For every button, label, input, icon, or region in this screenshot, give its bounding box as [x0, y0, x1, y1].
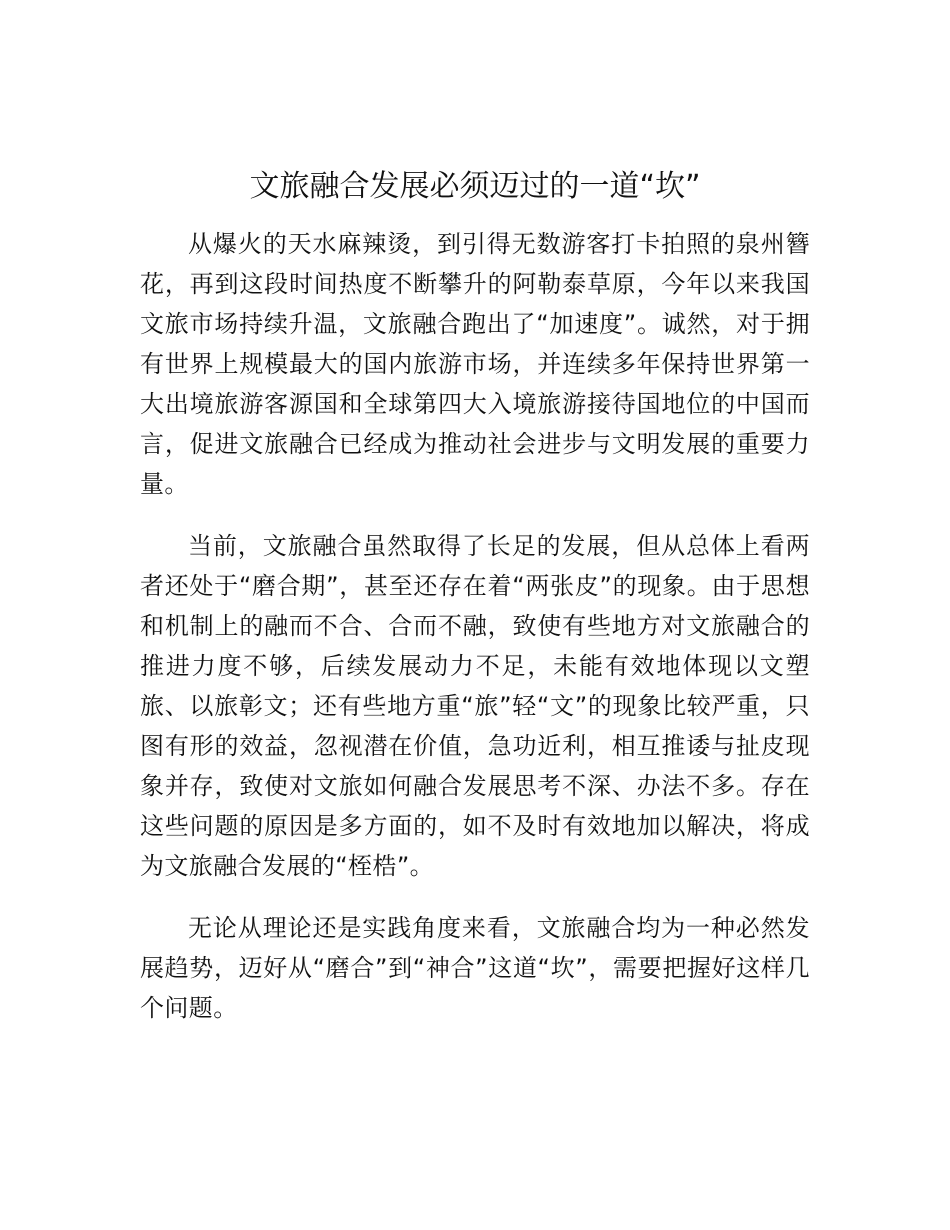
paragraph-1: 从爆火的天水麻辣烫，到引得无数游客打卡拍照的泉州簪花，再到这段时间热度不断攀升的阿勒泰草原，今年以来我国文旅市场持续升温，文旅融合跑出了“加速度”。诚然，对于拥有世界上规模最大的国内旅游市场，并连续多年保持世界第一大出境旅游客源国和全球第四大入境旅游接待国地位的中国而言，促进文旅融合已经成为推动社会进步与文明发展的重要力量。: [140, 230, 810, 498]
paragraph-3: 无论从理论还是实践角度来看，文旅融合均为一种必然发展趋势，迈好从“磨合”到“神合”这道“坎”，需要把握好这样几个问题。: [140, 914, 810, 1022]
paragraph-2: 当前，文旅融合虽然取得了长足的发展，但从总体上看两者还处于“磨合期”，甚至还存在着“两张皮”的现象。由于思想和机制上的融而不合、合而不融，致使有些地方对文旅融合的推进力度不够，后续发展动力不足，未能有效地体现以文塑旅、以旅彰文；还有些地方重“旅”轻“文”的现象比较严重，只图有形的效益，忽视潜在价值，急功近利，相互推诿与扯皮现象并存，致使对文旅如何融合发展思考不深、办法不多。存在这些问题的原因是多方面的，如不及时有效地加以解决，将成为文旅融合发展的“桎梏”。: [140, 532, 810, 880]
document-title: 文旅融合发展必须迈过的一道“坎”: [249, 169, 701, 204]
document-body: [140, 224, 810, 1050]
